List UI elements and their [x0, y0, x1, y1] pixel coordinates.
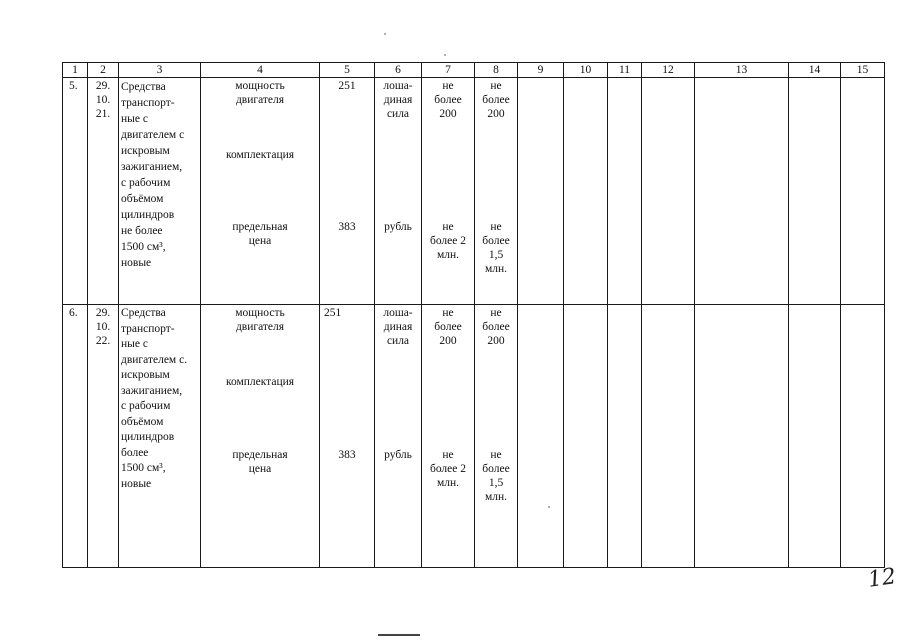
header-cell: 8 — [475, 63, 518, 78]
row-number-cell — [63, 78, 88, 305]
characteristic-power: мощность двигателя — [235, 307, 285, 333]
value-col7-power: не более 200 — [434, 307, 462, 347]
handwritten-page-number: 12 — [866, 564, 898, 593]
item-name: Средства транспорт- ные с двигателем с искровым зажиганием, с рабочим объёмом цилиндров не более 1500 см³, новые — [121, 81, 185, 269]
empty-cell — [789, 78, 841, 305]
okpd-code: 29. 10. 22. — [95, 307, 111, 347]
value-col8-power: не более 200 — [482, 80, 510, 120]
unit-power: лоша- диная сила — [383, 307, 413, 347]
header-cell: 13 — [695, 63, 789, 78]
empty-cell — [518, 78, 564, 305]
header-cell: 7 — [422, 63, 475, 78]
empty-cell — [564, 305, 608, 568]
empty-cell — [642, 305, 695, 568]
empty-cell — [642, 78, 695, 305]
value-col7-cell — [422, 78, 475, 305]
empty-cell — [518, 305, 564, 568]
empty-cell — [608, 78, 642, 305]
empty-cell — [841, 78, 885, 305]
header-cell: 2 — [88, 63, 119, 78]
row-number: 5. — [69, 80, 78, 92]
okei-code-cell — [320, 78, 375, 305]
okei-code-power: 251 — [338, 80, 356, 92]
row-number-cell — [63, 305, 88, 568]
value-col8-price: не более 1,5 млн. — [482, 449, 510, 503]
header-cell: 14 — [789, 63, 841, 78]
header-cell: 11 — [608, 63, 642, 78]
okei-code-cell — [320, 305, 375, 568]
value-col7-price: не более 2 млн. — [429, 449, 467, 489]
characteristic-power: мощность двигателя — [235, 80, 285, 106]
okpd-code: 29. 10. 21. — [95, 80, 111, 120]
scan-speck — [444, 54, 446, 56]
characteristic-equipment: комплектация — [225, 149, 295, 161]
empty-cell — [789, 305, 841, 568]
unit-price: рубль — [384, 449, 412, 461]
okei-code-power: 251 — [324, 307, 342, 319]
okei-code-price: 383 — [338, 221, 356, 233]
item-name-cell — [119, 78, 201, 305]
header-cell: 5 — [320, 63, 375, 78]
header-cell: 3 — [119, 63, 201, 78]
value-col8-power: не более 200 — [482, 307, 510, 347]
item-name: Средства транспорт- ные с двигателем с. искровым зажиганием, с рабочим объёмом цилиндров более 1500 см³, новые — [121, 307, 188, 490]
characteristic-equipment: комплектация — [225, 376, 295, 388]
characteristic-price: предельная цена — [232, 221, 288, 247]
scan-artifact-line — [378, 634, 420, 636]
value-col7-cell — [422, 305, 475, 568]
header-cell: 10 — [564, 63, 608, 78]
header-cell: 12 — [642, 63, 695, 78]
empty-cell — [841, 305, 885, 568]
header-cell: 9 — [518, 63, 564, 78]
unit-cell — [375, 78, 422, 305]
okpd-code-cell — [88, 305, 119, 568]
header-cell: 4 — [201, 63, 320, 78]
unit-price: рубль — [384, 221, 412, 233]
value-col7-price: не более 2 млн. — [429, 221, 467, 261]
characteristics-cell — [201, 305, 320, 568]
characteristic-price: предельная цена — [232, 449, 288, 475]
scan-speck — [384, 33, 386, 35]
header-cell: 1 — [63, 63, 88, 78]
value-col8-cell — [475, 78, 518, 305]
table-row — [63, 305, 885, 568]
value-col8-price: не более 1,5 млн. — [482, 221, 510, 275]
scan-speck — [548, 506, 550, 508]
okei-code-price: 383 — [338, 449, 356, 461]
okpd-code-cell — [88, 78, 119, 305]
characteristics-cell — [201, 78, 320, 305]
empty-cell — [564, 78, 608, 305]
value-col8-cell — [475, 305, 518, 568]
empty-cell — [695, 305, 789, 568]
empty-cell — [695, 78, 789, 305]
unit-cell — [375, 305, 422, 568]
procurement-table — [62, 62, 885, 568]
header-cell: 15 — [841, 63, 885, 78]
header-row — [63, 63, 885, 78]
item-name-cell — [119, 305, 201, 568]
value-col7-power: не более 200 — [434, 80, 462, 120]
header-cell: 6 — [375, 63, 422, 78]
table-row — [63, 78, 885, 305]
empty-cell — [608, 305, 642, 568]
row-number: 6. — [69, 307, 78, 319]
unit-power: лоша- диная сила — [383, 80, 413, 120]
